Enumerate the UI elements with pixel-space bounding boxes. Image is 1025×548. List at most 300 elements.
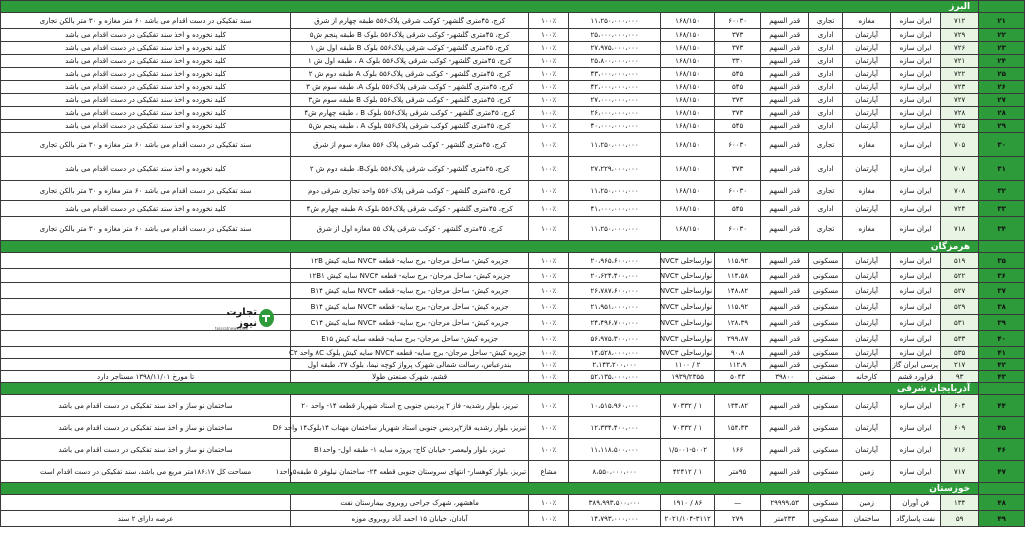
note-cell (1, 253, 291, 269)
usage-cell: مسکونی (809, 331, 843, 347)
plaque-cell: ۱۶۸/۱۵۰ (661, 94, 715, 107)
ownership-percent-cell: ۱۰۰٪ (529, 94, 569, 107)
row-number-cell: ۳۳ (979, 201, 1025, 217)
property-type-cell: کارخانه (843, 371, 891, 383)
section-title: هرمزگان (1, 241, 979, 253)
plaque-cell: ۱۶۸/۱۵۰ (661, 29, 715, 42)
property-type-cell: آپارتمان (843, 157, 891, 181)
usage-cell: اداری (809, 157, 843, 181)
share-cell: قدر السهم (761, 217, 809, 241)
property-type-cell: آپارتمان (843, 331, 891, 347)
share-cell: قدر السهم (761, 331, 809, 347)
ownership-percent-cell: ۱۰۰٪ (529, 511, 569, 527)
ownership-percent-cell: ۱۰۰٪ (529, 315, 569, 331)
area-cell: ۵۴۵ (715, 201, 761, 217)
ownership-percent-cell: ۱۰۰٪ (529, 395, 569, 417)
row-number-cell: ۴۲ (979, 359, 1025, 371)
row-number-cell: ۳۵ (979, 253, 1025, 269)
share-cell: قدر السهم (761, 42, 809, 55)
plaque-cell: ۲ / ۱۱۰۰ (661, 359, 715, 371)
asset-code-cell: ۶۰۴ (941, 395, 979, 417)
property-type-cell: آپارتمان (843, 42, 891, 55)
row-number-cell: ۲۵ (979, 68, 1025, 81)
asset-code-cell: ۵۳۵ (941, 347, 979, 359)
plaque-cell: ۲۰۲۱/۱۰۴-۳۱۱۲ (661, 511, 715, 527)
price-cell: ۱۲،۳۳۴،۴۰۰،۰۰۰ (569, 417, 661, 439)
project-name-cell: ایران سازه (891, 347, 941, 359)
table-row (1, 201, 1025, 217)
area-cell: ۶۰۰۳۰ (715, 181, 761, 201)
note-cell: سند تفکیکی در دست اقدام می باشد ۶۰ متر مغازه و ۳۰ متر بالکن تجاری (1, 181, 291, 201)
share-cell: قدر السهم (761, 347, 809, 359)
address-cell: آبادان، خیابان ۱۵ احمد آباد روبروی موزه (291, 511, 529, 527)
area-cell: ۳۷۳ (715, 107, 761, 120)
address-cell: جزیره کیش- ساحل مرجان- برج سایه- قطعه NVC۳ سایه کیش C۱۴ (291, 315, 529, 331)
asset-code-cell: ۷۱۷ (941, 461, 979, 483)
price-cell: ۲۷،۹۷۵،۰۰۰،۰۰۰ (569, 42, 661, 55)
plaque-cell: نوارساحلی NVC۳ (661, 299, 715, 315)
project-name-cell: ایران سازه (891, 68, 941, 81)
project-name-cell: ایران سازه (891, 217, 941, 241)
note-cell (1, 269, 291, 283)
usage-cell: اداری (809, 81, 843, 94)
property-type-cell: آپارتمان (843, 81, 891, 94)
note-cell: عرصه دارای ۲ سند (1, 511, 291, 527)
area-cell: ۵۴۵ (715, 120, 761, 133)
project-name-cell: ایران سازه (891, 94, 941, 107)
address-cell: تبریز، بلوار کوهسار- انتهای سروستان جنوبی قطعه ۲۴- ساختمان نیلوفر ۵ طبقه۵واحد۱ (291, 461, 529, 483)
usage-cell: اداری (809, 68, 843, 81)
address-cell: تبریز، بلوار ولیعصر- خیابان کاج- پروژه سایه ۱- طبقه اول- واحدB۱ (291, 439, 529, 461)
asset-code-cell: ۵۲۷ (941, 283, 979, 299)
row-number-cell: ۴۳ (979, 371, 1025, 383)
area-cell: ۵۴۵ (715, 81, 761, 94)
table-row (1, 269, 1025, 283)
share-cell: قدر السهم (761, 94, 809, 107)
price-cell: ۲۷،۰۰۰،۰۰۰،۰۰۰ (569, 94, 661, 107)
usage-cell: تجاری (809, 181, 843, 201)
note-cell: تا مورخ ۱۳۹۸/۱۱/۰۱ مستاجر دارد (1, 371, 291, 383)
usage-cell: مسکونی (809, 283, 843, 299)
asset-code-cell: ۱۳۴ (941, 495, 979, 511)
table-row (1, 42, 1025, 55)
price-cell: ۴۱،۰۰۰،۰۰۰،۰۰۰ (569, 201, 661, 217)
usage-cell: مسکونی (809, 395, 843, 417)
property-type-cell: آپارتمان (843, 55, 891, 68)
area-cell: ۹۰،۸ (715, 347, 761, 359)
usage-cell: مسکونی (809, 253, 843, 269)
share-cell: قدر السهم (761, 417, 809, 439)
address-cell: کرج، ۴۵متری گلشهر- کوکب شرقی پلاک۵۵۶ بلوک A ، طبقه اول ش ۱ (291, 55, 529, 68)
plaque-cell: ۱۶۸/۱۵۰ (661, 81, 715, 94)
project-name-cell: پرسی ایران گاز (891, 359, 941, 371)
usage-cell: صنعتی (809, 371, 843, 383)
property-type-cell: آپارتمان (843, 283, 891, 299)
price-cell: ۲۶،۷۸۷،۶۰۰،۰۰۰ (569, 283, 661, 299)
ownership-percent-cell: ۱۰۰٪ (529, 13, 569, 29)
ownership-percent-cell: ۱۰۰٪ (529, 181, 569, 201)
price-cell: ۱۴،۷۹۳،۰۰۰،۰۰۰ (569, 511, 661, 527)
address-cell: جزیره کیش- ساحل مرجان- برج سایه- قطعه NVC۳ سایه کیش B۱۴ (291, 283, 529, 299)
ownership-percent-cell: مشاع (529, 461, 569, 483)
plaque-cell: نوارساحلی NVC۳ (661, 269, 715, 283)
row-number-cell: ۴۵ (979, 417, 1025, 439)
area-cell: ۶۰۰۳۰ (715, 217, 761, 241)
property-type-cell: آپارتمان (843, 107, 891, 120)
table-row (1, 253, 1025, 269)
ownership-percent-cell: ۱۰۰٪ (529, 133, 569, 157)
area-cell: ۱۲۸،۳۹ (715, 315, 761, 331)
asset-code-cell: ۵۹ (941, 511, 979, 527)
area-cell: ۳۷۳ (715, 42, 761, 55)
plaque-cell: ۱/۵۰۰۱-۵۰۰۲ (661, 439, 715, 461)
share-cell: قدر السهم (761, 439, 809, 461)
project-name-cell: ایران سازه (891, 157, 941, 181)
area-cell: — (715, 495, 761, 511)
property-type-cell: آپارتمان (843, 94, 891, 107)
asset-code-cell: ۷۱۶ (941, 439, 979, 461)
note-cell: کلید نخورده و اخذ سند تفکیکی در دست اقدام می باشد (1, 55, 291, 68)
asset-code-cell: ۷۲۱ (941, 55, 979, 68)
note-cell: مساحت کل ۱۸۶،۱۷متر مربع می باشد، سند تفکیکی در دست اقدام است (1, 461, 291, 483)
price-cell: ۴۰،۰۰۰،۰۰۰،۰۰۰ (569, 120, 661, 133)
note-cell: سند تفکیکی در دست اقدام می باشد ۶۰ متر مغازه و ۳۰ متر بالکن تجاری (1, 13, 291, 29)
price-cell: ۲۱،۹۵۱،۰۰۰،۰۰۰ (569, 299, 661, 315)
area-cell: ۵۰۴۳ (715, 371, 761, 383)
property-type-cell: آپارتمان (843, 299, 891, 315)
area-cell: ۵۴۵ (715, 68, 761, 81)
table-row (1, 495, 1025, 511)
table-row (1, 347, 1025, 359)
area-cell: ۱۶۶ (715, 439, 761, 461)
price-cell: ۴۳،۰۰۰،۰۰۰،۰۰۰ (569, 68, 661, 81)
ownership-percent-cell: ۱۰۰٪ (529, 283, 569, 299)
usage-cell: مسکونی (809, 511, 843, 527)
project-name-cell: ایران سازه (891, 283, 941, 299)
price-cell: ۳۸۹،۹۹۳،۵۰۰،۰۰۰ (569, 495, 661, 511)
address-cell: کرج، ۴۵متری گلشهر کوکب شرقی پلاک۵۵۶ بلوک A ، طبقه پنجم ش۵ (291, 120, 529, 133)
usage-cell: تجاری (809, 133, 843, 157)
project-name-cell: ایران سازه (891, 133, 941, 157)
note-cell: سند تفکیکی در دست اقدام می باشد ۶۰ متر مغازه و ۳۰ متر بالکن تجاری (1, 133, 291, 157)
note-cell: کلید نخورده و اخذ سند تفکیکی در دست اقدام می باشد (1, 120, 291, 133)
row-number-cell: ۳۴ (979, 217, 1025, 241)
usage-cell: اداری (809, 42, 843, 55)
asset-code-cell: ۵۳۱ (941, 315, 979, 331)
address-cell: کرج، ۴۵متری گلشهر - کوکب شرقی پلاک ۵۵ مغازه اول از شرق (291, 217, 529, 241)
plaque-cell: ۱۶۸/۱۵۰ (661, 133, 715, 157)
section-title: آذربایجان شرقی (1, 383, 979, 395)
address-cell: کرج، ۴۵متری گلشهر- کوکب شرقی پلاک۵۵۶ بلوک B طبقه اول ش ۱ (291, 42, 529, 55)
price-cell: ۱۱،۲۵۰،۰۰۰،۰۰۰ (569, 133, 661, 157)
row-number-cell: ۲۶ (979, 81, 1025, 94)
ownership-percent-cell: ۱۰۰٪ (529, 201, 569, 217)
usage-cell: اداری (809, 107, 843, 120)
address-cell: کرج، ۴۵متری گلشهر - کوکب شرقی پلاک۵۵۶ بلوک A طبقه چهارم ش۴ (291, 201, 529, 217)
price-cell: ۱۱،۱۱۸،۵۰۰،۰۰۰ (569, 439, 661, 461)
property-type-cell: آپارتمان (843, 120, 891, 133)
asset-code-cell: ۷۰۵ (941, 133, 979, 157)
row-number-cell: ۲۱ (979, 13, 1025, 29)
address-cell: کرج، ۴۵متری گلشهر - کوکب شرقی پلاک۵۵۶ بلوک A، طبقه سوم ش ۳ (291, 81, 529, 94)
project-name-cell: ایران سازه (891, 461, 941, 483)
project-name-cell: ایران سازه (891, 120, 941, 133)
plaque-cell: ۱۶۸/۱۵۰ (661, 217, 715, 241)
ownership-percent-cell: ۱۰۰٪ (529, 42, 569, 55)
price-cell: ۲۵،۸۰۰،۰۰۰،۰۰۰ (569, 55, 661, 68)
section-rownum-cell (979, 383, 1025, 395)
address-cell: ماهشهر، شهرک جراحی روبروی بیمارستان نفت (291, 495, 529, 511)
row-number-cell: ۴۶ (979, 439, 1025, 461)
table-row (1, 331, 1025, 347)
plaque-cell: نوارساحلی NVC۳ (661, 253, 715, 269)
plaque-cell: نوارساحلی NVC۳ (661, 283, 715, 299)
project-name-cell: ایران سازه (891, 331, 941, 347)
address-cell: کرج، ۴۵متری گلشهر - کوکب شرقی پلاک۵۵۶ بلوک B ، طبقه چهارم ش۴ (291, 107, 529, 120)
property-type-cell: آپارتمان (843, 395, 891, 417)
plaque-cell: ۱۶۸/۱۵۰ (661, 13, 715, 29)
ownership-percent-cell: ۱۰۰٪ (529, 439, 569, 461)
address-cell: جزیره کیش- ساحل مرجان- برج سایه- قطعه NVC۳ سایه کیش ۱۲B۱ (291, 269, 529, 283)
table-row (1, 511, 1025, 527)
price-cell: ۱۴،۵۲۸،۰۰۰،۰۰۰ (569, 347, 661, 359)
usage-cell: اداری (809, 120, 843, 133)
note-cell (1, 331, 291, 347)
watermark-brand: تجارت نیوز (226, 307, 257, 329)
ownership-percent-cell: ۱۰۰٪ (529, 217, 569, 241)
note-cell: ساختمان نو ساز و اخذ سند تفکیکی در دست اقدام می باشد (1, 395, 291, 417)
project-name-cell: ایران سازه (891, 417, 941, 439)
project-name-cell: ایران سازه (891, 42, 941, 55)
price-cell: ۲،۱۴۳،۲۰۰،۰۰۰ (569, 359, 661, 371)
plaque-cell: نوارساحلی NVC۳ (661, 315, 715, 331)
asset-code-cell: ۲۱۷ (941, 359, 979, 371)
section-title: خوزستان (1, 483, 979, 495)
area-cell: ۱۱۵،۹۲ (715, 299, 761, 315)
note-cell: سند تفکیکی در دست اقدام می باشد ۶۰ متر مغازه و ۳۰ متر بالکن تجاری (1, 217, 291, 241)
asset-code-cell: ۷۲۹ (941, 29, 979, 42)
area-cell: ۱۵۴،۳۳ (715, 417, 761, 439)
table-row (1, 133, 1025, 157)
note-cell: کلید نخورده و اخذ سند تفکیکی در دست اقدام می باشد (1, 42, 291, 55)
asset-code-cell: ۵۲۹ (941, 299, 979, 315)
note-cell: کلید نخورده و اخذ سند تفکیکی در دست اقدام می باشد (1, 68, 291, 81)
property-type-cell: آپارتمان (843, 347, 891, 359)
row-number-cell: ۳۶ (979, 269, 1025, 283)
asset-code-cell: ۷۲۸ (941, 107, 979, 120)
asset-code-cell: ۵۳۳ (941, 331, 979, 347)
section-header (1, 241, 1025, 253)
share-cell: قدر السهم (761, 133, 809, 157)
usage-cell: مسکونی (809, 417, 843, 439)
plaque-cell: نوارساحلی NVC۳ (661, 331, 715, 347)
ownership-percent-cell: ۱۰۰٪ (529, 120, 569, 133)
ownership-percent-cell: ۱۰۰٪ (529, 55, 569, 68)
project-name-cell: ایران سازه (891, 439, 941, 461)
plaque-cell: ۱۶۸/۱۵۰ (661, 201, 715, 217)
project-name-cell: ایران سازه (891, 315, 941, 331)
row-number-cell: ۴۸ (979, 495, 1025, 511)
table-row (1, 217, 1025, 241)
row-number-cell: ۳۹ (979, 315, 1025, 331)
price-cell: ۲۷،۲۲۹،۰۰۰،۰۰۰ (569, 157, 661, 181)
share-cell: قدر السهم (761, 395, 809, 417)
area-cell: ۳۳۰ (715, 55, 761, 68)
share-cell: قدر السهم (761, 29, 809, 42)
plaque-cell: ۱ / ۷۰۳۳۲ (661, 417, 715, 439)
ownership-percent-cell: ۱۰۰٪ (529, 359, 569, 371)
address-cell: کرج، ۴۵متری گلشهر- کوکب شرقی پلاک۵۵۶ بلوک B طبقه پنجم ش۵ (291, 29, 529, 42)
usage-cell: اداری (809, 55, 843, 68)
table-row (1, 107, 1025, 120)
plaque-cell: ۱۶۸/۱۵۰ (661, 55, 715, 68)
asset-code-cell: ۷۲۲ (941, 68, 979, 81)
section-rownum-cell (979, 1, 1025, 13)
plaque-cell: ۸۶ / ۱۹۱۰ (661, 495, 715, 511)
property-type-cell: آپارتمان (843, 68, 891, 81)
section-header (1, 383, 1025, 395)
project-name-cell: ایران سازه (891, 55, 941, 68)
share-cell: قدر السهم (761, 13, 809, 29)
address-cell: کرج، ۴۵متری گلشهر- کوکب شرقی پلاک۵۵۶ بلوکB، طبقه دوم ش ۲ (291, 157, 529, 181)
address-cell: بندرعباس، رسالت شمالی شهرک پرواز کوچه نیما، بلوک ۲۷، طبقه اول (291, 359, 529, 371)
table-row (1, 157, 1025, 181)
project-name-cell: ایران سازه (891, 299, 941, 315)
price-cell: ۱۱،۲۵۰،۰۰۰،۰۰۰ (569, 181, 661, 201)
address-cell: تبریز، بلوار رشدیه- فاز ۲ پردیس جنوبی ج استاد شهریار قطعه ۱۴- واحد ۲۰ (291, 395, 529, 417)
usage-cell: مسکونی (809, 347, 843, 359)
table-row (1, 68, 1025, 81)
project-name-cell: ایران سازه (891, 269, 941, 283)
row-number-cell: ۳۱ (979, 157, 1025, 181)
asset-code-cell: ۷۰۷ (941, 157, 979, 181)
row-number-cell: ۴۷ (979, 461, 1025, 483)
plaque-cell: ۱۶۸/۱۵۰ (661, 42, 715, 55)
price-cell: ۲۰،۹۶۵،۶۰۰،۰۰۰ (569, 253, 661, 269)
ownership-percent-cell: ۱۰۰٪ (529, 253, 569, 269)
project-name-cell: فن آوران (891, 495, 941, 511)
property-type-cell: آپارتمان (843, 315, 891, 331)
project-name-cell: ایران سازه (891, 201, 941, 217)
share-cell: قدر السهم (761, 201, 809, 217)
address-cell: کرج، ۴۵متری گلشهر - کوکب شرقی پلاک۵۵۶ بلوک B طبقه سوم ش۳ (291, 94, 529, 107)
asset-code-cell: ۹۳ (941, 371, 979, 383)
share-cell: قدر السهم (761, 461, 809, 483)
row-number-cell: ۴۱ (979, 347, 1025, 359)
ownership-percent-cell: ۱۰۰٪ (529, 81, 569, 94)
price-cell: ۸،۵۵۰،۰۰۰،۰۰۰ (569, 461, 661, 483)
area-cell: ۱۴۸،۸۲ (715, 283, 761, 299)
property-type-cell: زمین (843, 461, 891, 483)
property-type-cell: آپارتمان (843, 359, 891, 371)
usage-cell: اداری (809, 201, 843, 217)
address-cell: قشم، شهرک صنعتی طولا (291, 371, 529, 383)
ownership-percent-cell: ۱۰۰٪ (529, 299, 569, 315)
usage-cell: مسکونی (809, 269, 843, 283)
table-row (1, 55, 1025, 68)
usage-cell: مسکونی (809, 359, 843, 371)
note-cell: کلید نخورده و اخذ سند تفکیکی در دست اقدام می باشد (1, 201, 291, 217)
address-cell: جزیره کیش- ساحل مرجان- برج سایه- قطعه NVC۳ سایه کیش B۱۴ (291, 299, 529, 315)
section-title: البرز (1, 1, 979, 13)
address-cell: کرج، ۴۵متری گلشهر - کوکب شرقی پلاک ۵۵۶ مغازه سوم از شرق (291, 133, 529, 157)
price-cell: ۲۴،۴۹۶،۷۰۰،۰۰۰ (569, 315, 661, 331)
usage-cell: تجاری (809, 217, 843, 241)
price-cell: ۴۲،۰۰۰،۰۰۰،۰۰۰ (569, 81, 661, 94)
note-cell: کلید نخورده و اخذ سند تفکیکی در دست اقدام می باشد (1, 94, 291, 107)
property-type-cell: آپارتمان (843, 269, 891, 283)
ownership-percent-cell: ۱۰۰٪ (529, 29, 569, 42)
asset-code-cell: ۷۲۶ (941, 42, 979, 55)
table-row (1, 395, 1025, 417)
table-row (1, 461, 1025, 483)
share-cell: قدر السهم (761, 181, 809, 201)
ownership-percent-cell: ۱۰۰٪ (529, 331, 569, 347)
share-cell: قدر السهم (761, 120, 809, 133)
row-number-cell: ۳۸ (979, 299, 1025, 315)
property-type-cell: آپارتمان (843, 201, 891, 217)
area-cell: ۶۰۰۳۰ (715, 13, 761, 29)
table-row (1, 439, 1025, 461)
price-cell: ۲۰،۶۲۴،۴۰۰،۰۰۰ (569, 269, 661, 283)
asset-code-cell: ۷۲۳ (941, 81, 979, 94)
project-name-cell: ایران سازه (891, 107, 941, 120)
address-cell: جزیره کیش- ساحل مرجان- برج سایه- قطعه سایه کیش E۱۵ (291, 331, 529, 347)
address-cell: کرج، ۴۵متری گلشهر - کوکب شرقی پلاک۵۵۶ بلوک A طبقه دوم ش ۲ (291, 68, 529, 81)
section-rownum-cell (979, 241, 1025, 253)
area-cell: ۶۰۰۳۰ (715, 133, 761, 157)
area-cell: ۳۷۳ (715, 157, 761, 181)
project-name-cell: فراورد قشم (891, 371, 941, 383)
table-row (1, 371, 1025, 383)
ownership-percent-cell: ۱۰۰٪ (529, 495, 569, 511)
ownership-percent-cell: ۱۰۰٪ (529, 371, 569, 383)
section-header (1, 483, 1025, 495)
table-row (1, 81, 1025, 94)
address-cell: تبریز، بلوار رشدیه فاز۲پردیس جنوبی استاد شهریار ساختمان مهتاب ۱۴بلوک۱۴ واحد D۶ (291, 417, 529, 439)
area-cell: ۳۷۳ (715, 94, 761, 107)
share-cell: قدر السهم (761, 299, 809, 315)
share-cell: قدر السهم (761, 315, 809, 331)
property-type-cell: ساختمان (843, 511, 891, 527)
table-row (1, 181, 1025, 201)
row-number-cell: ۳۷ (979, 283, 1025, 299)
plaque-cell: ۱ / ۷۰۳۳۲ (661, 395, 715, 417)
row-number-cell: ۲۴ (979, 55, 1025, 68)
plaque-cell: ۱۶۸/۱۵۰ (661, 157, 715, 181)
property-type-cell: آپارتمان (843, 253, 891, 269)
price-cell: ۵۲،۱۳۵،۰۰۰،۰۰۰ (569, 371, 661, 383)
table-row (1, 13, 1025, 29)
ownership-percent-cell: ۱۰۰٪ (529, 347, 569, 359)
share-cell: ۲۹۹۹۹،۵۳ (761, 495, 809, 511)
ownership-percent-cell: ۱۰۰٪ (529, 417, 569, 439)
table-row (1, 315, 1025, 331)
section-header (1, 1, 1025, 13)
address-cell: کرج، ۴۵متری گلشهر- کوکب شرقی پلاک۵۵۶ طبقه چهارم از شرق (291, 13, 529, 29)
plaque-cell: نوارساحلی NVC۳ (661, 347, 715, 359)
note-cell: کلید نخورده و اخذ سند تفکیکی در دست اقدام می باشد (1, 81, 291, 94)
property-type-cell: مغازه (843, 181, 891, 201)
price-cell: ۱۱،۲۵۰،۰۰۰،۰۰۰ (569, 13, 661, 29)
logo-icon (259, 309, 274, 327)
area-cell: ۱۱۴،۵۸ (715, 269, 761, 283)
price-cell: ۵۶،۹۷۵،۳۰۰،۰۰۰ (569, 331, 661, 347)
ownership-percent-cell: ۱۰۰٪ (529, 269, 569, 283)
area-cell: ۲۷۹ (715, 511, 761, 527)
asset-code-cell: ۵۱۹ (941, 253, 979, 269)
price-cell: ۲۵،۰۰۰،۰۰۰،۰۰۰ (569, 29, 661, 42)
